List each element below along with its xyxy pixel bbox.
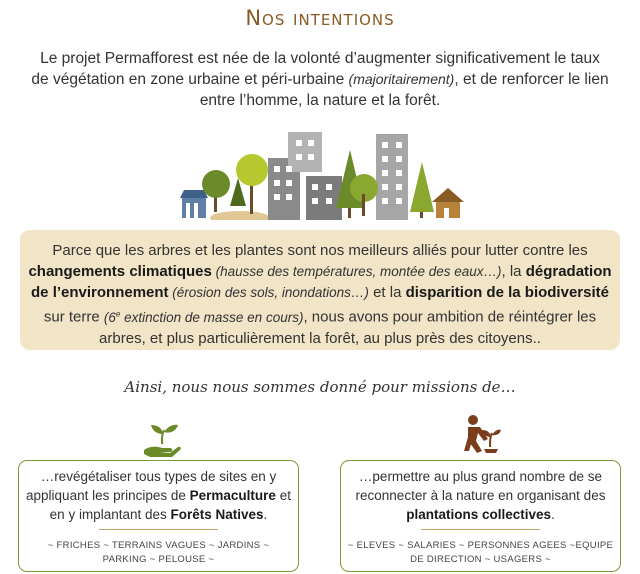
highlight-environment: dégradation de l’environnement: [31, 263, 612, 301]
person-planting-icon: [460, 413, 502, 455]
card-divider: [99, 529, 218, 530]
missions-heading: Ainsi, nous nous sommes donné pour missions de…: [124, 378, 516, 396]
mission-card-plantations: [340, 460, 621, 572]
city-trees-icon: [170, 128, 470, 220]
card-text: …permettre au plus grand nombre de se reconnecter à la nature en organisant des plantations collectives.: [355, 469, 606, 522]
mission-card-revegetation: [18, 460, 299, 572]
highlight-biodiversity: disparition de la biodiversité: [405, 284, 609, 301]
highlight-permaculture: Permaculture: [189, 488, 276, 503]
intro-italic: (majoritairement): [348, 71, 455, 87]
card-tags: ~ ELEVES ~ SALARIES ~ PERSONNES AGEES ~EQUIPE DE DIRECTION ~ USAGERS ~: [347, 540, 614, 565]
hand-sprout-icon: [142, 420, 182, 460]
card-text: …revégétaliser tous types de sites en y appliquant les principes de Permaculture et en y implantant des Forêts Natives.: [26, 469, 291, 522]
highlight-collective-plantations: plantations collectives: [406, 507, 552, 522]
highlight-native-forests: Forêts Natives: [170, 507, 264, 522]
card-tags: ~ FRICHES ~ TERRAINS VAGUES ~ JARDINS ~ PARKING ~ PELOUSE ~: [47, 540, 270, 565]
intro-text-2: , et de renforcer le lien entre l’homme, la nature et la forêt.: [199, 71, 609, 109]
intro-text-1: Le projet Permafforest est née de la volonté d’augmenter significativement le taux de végétation en zone urbaine et péri-urbaine: [31, 50, 600, 88]
intro-paragraph: [30, 48, 610, 111]
card-divider: [421, 529, 540, 530]
highlight-climate: changements climatiques: [28, 263, 212, 280]
page-title: Nos intentions: [245, 6, 395, 30]
climate-paragraph: Parce que les arbres et les plantes sont nos meilleurs alliés pour lutter contre les changements climatiques (hausse des températures, montée des eaux…), la dégradation de l’environnement (érosion des sols, inondations…) et la disparition de la biodiversité sur terre (6e extinction de masse en cours), nous avons pour ambition de réintégrer les arbres, et plus particulièrement la forêt, au plus près des citoyens..: [28, 242, 612, 347]
